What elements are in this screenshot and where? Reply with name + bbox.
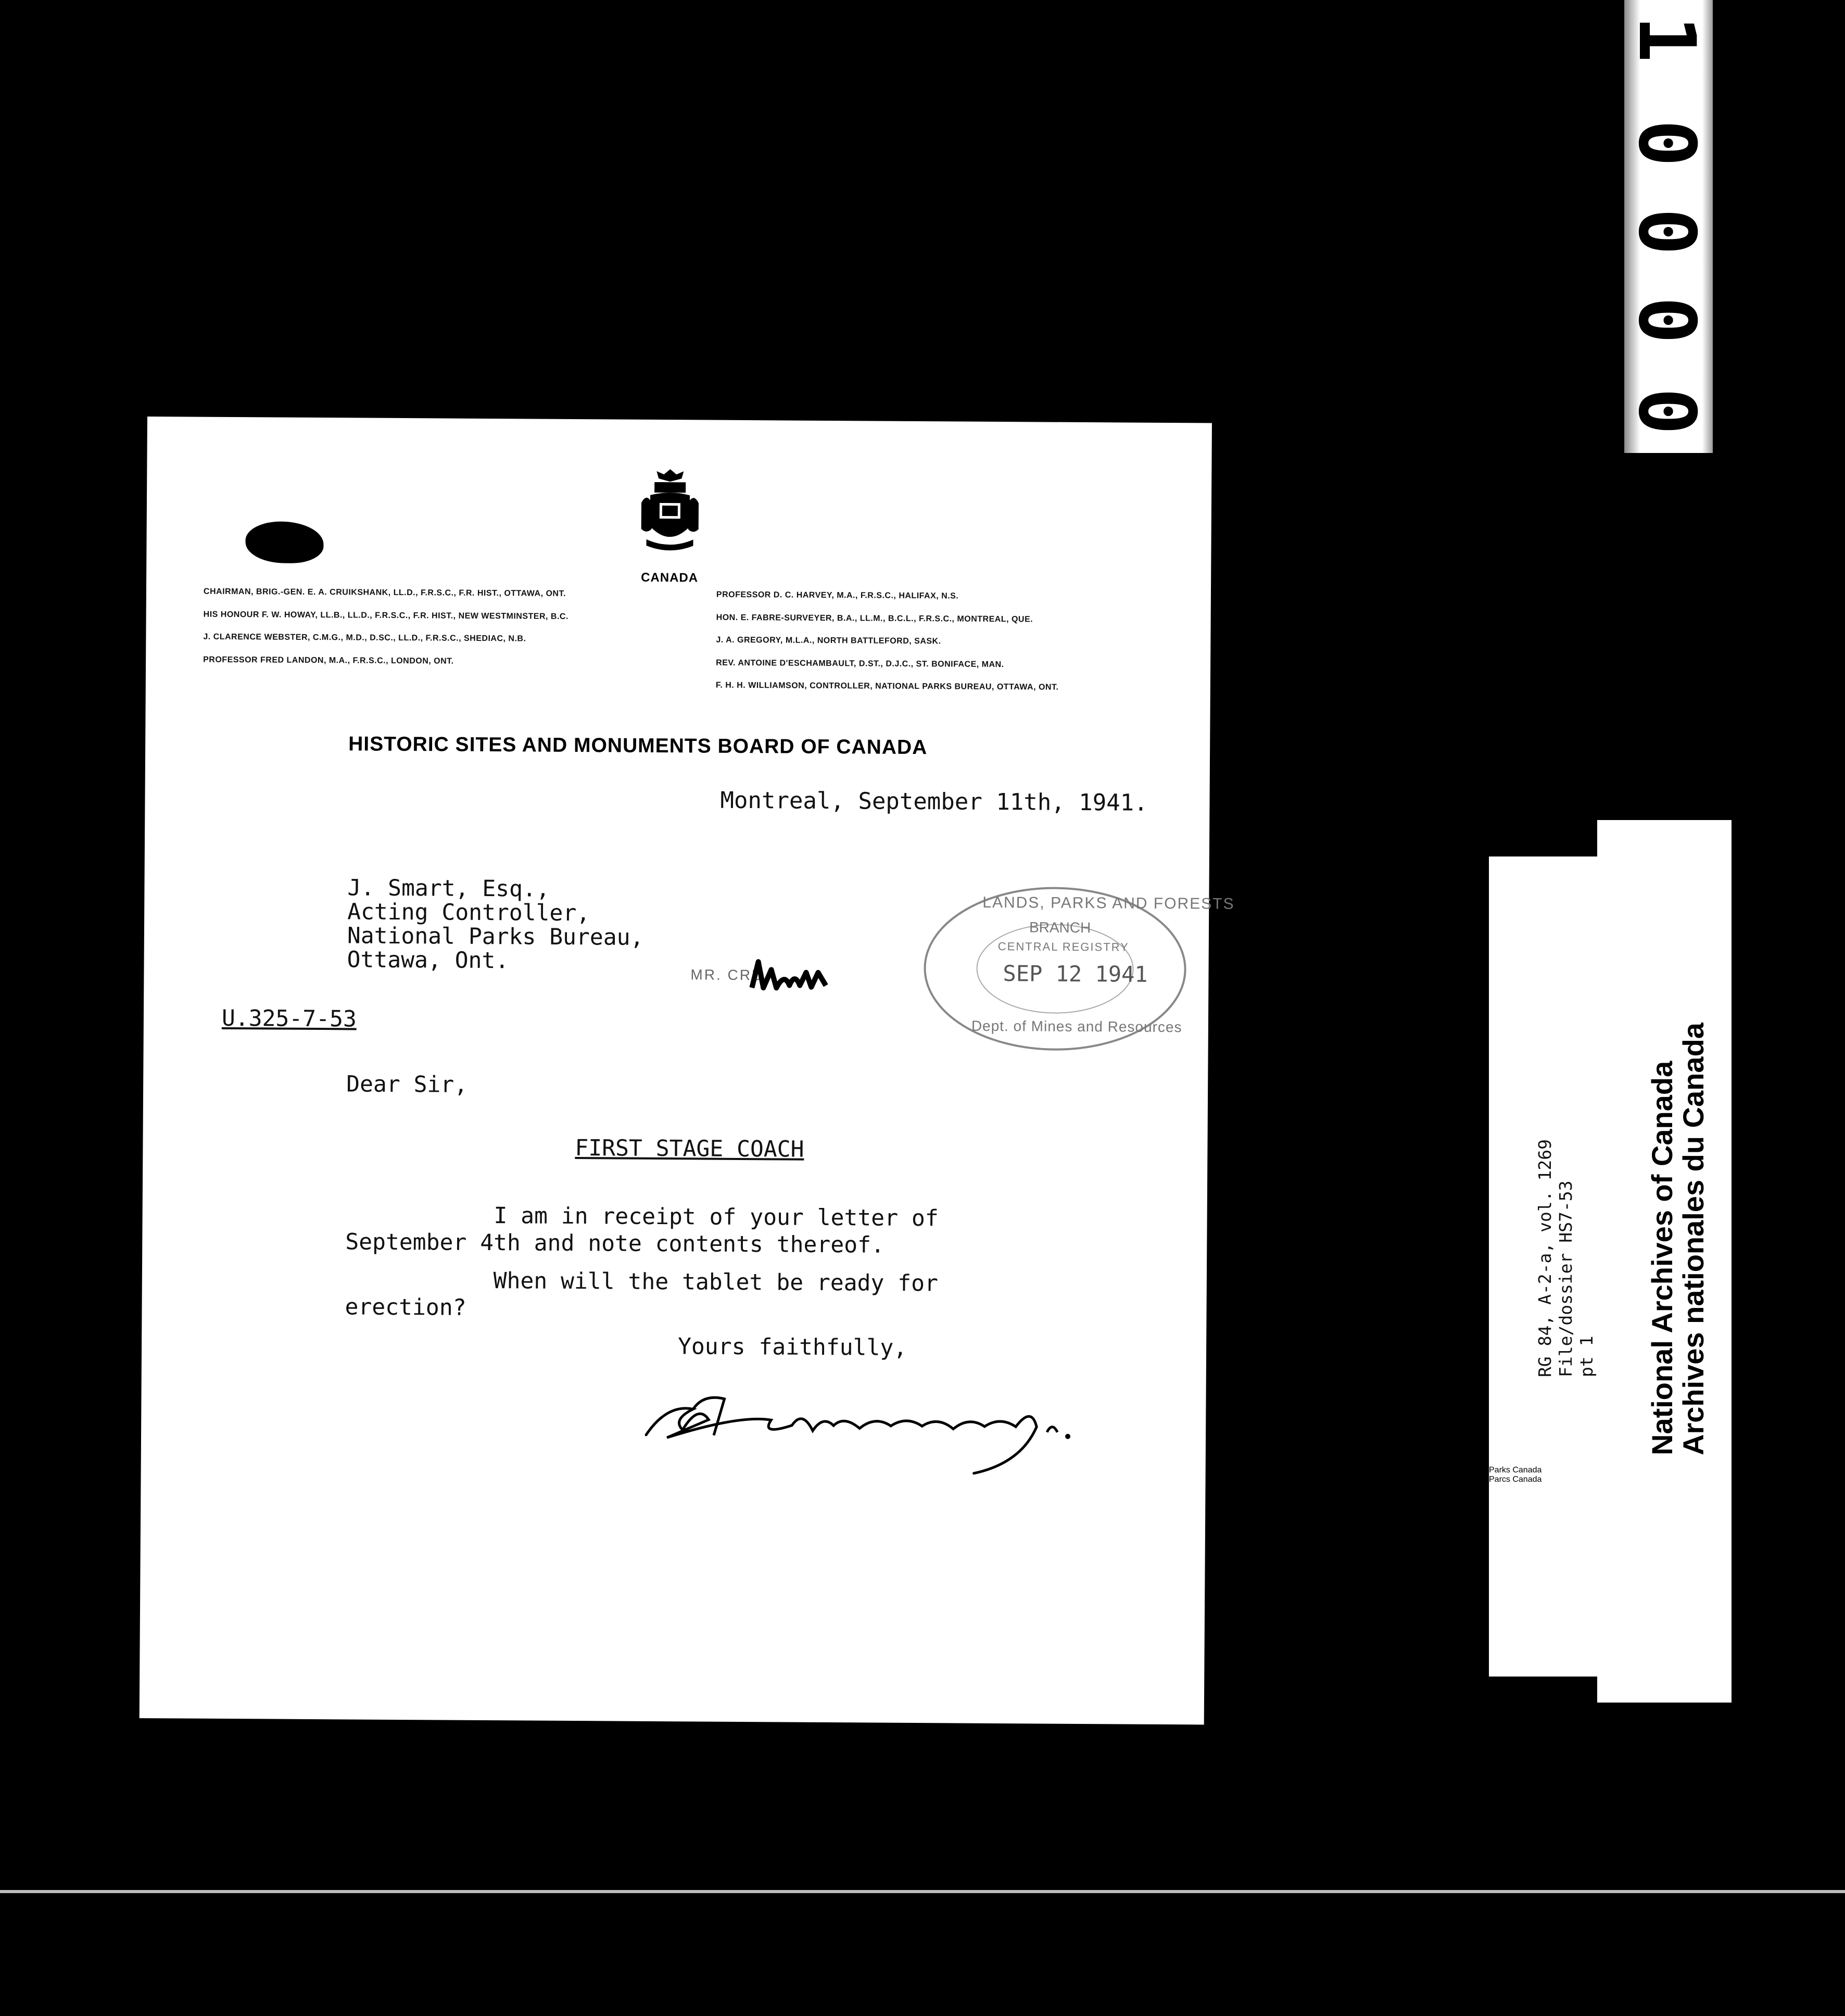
routing-note: MR. CRU bbox=[690, 966, 764, 984]
counter-digit: 1 bbox=[1621, 15, 1712, 63]
letter-page bbox=[140, 417, 1235, 1724]
initials-scrawl-icon bbox=[748, 956, 831, 999]
department-line: Parcs Canada bbox=[1489, 1475, 1542, 1484]
archive-line: Archives nationales du Canada bbox=[1677, 1023, 1710, 1455]
stamp-branch: BRANCH bbox=[1029, 919, 1091, 936]
closing: Yours faithfully, bbox=[677, 1333, 907, 1361]
board-member: F. H. H. WILLIAMSON, CONTROLLER, NATIONAL PARKS BUREAU, OTTAWA, ONT. bbox=[715, 681, 1059, 692]
body-paragraph: I am in receipt of your letter of September 4th and note contents thereof. bbox=[345, 1202, 939, 1258]
board-member: REV. ANTOINE D'ESCHAMBAULT, D.ST., D.J.C., ST. BONIFACE, MAN. bbox=[716, 658, 1004, 669]
board-title: HISTORIC SITES AND MONUMENTS BOARD OF CANADA bbox=[348, 733, 928, 759]
reference-line: RG 84, A-2-a, vol. 1269 bbox=[1535, 1139, 1555, 1377]
ink-blot bbox=[245, 521, 323, 563]
reference-label-card bbox=[1489, 856, 1606, 1677]
stamp-registry: CENTRAL REGISTRY bbox=[997, 939, 1129, 954]
department-line: Parks Canada bbox=[1489, 1466, 1542, 1475]
body-paragraph: When will the tablet be ready for erection? bbox=[345, 1267, 939, 1321]
stamp-date: SEP 12 1941 bbox=[1003, 961, 1148, 987]
crest-caption: CANADA bbox=[641, 570, 699, 585]
board-member: HIS HONOUR F. W. HOWAY, LL.B., LL.D., F.R.S.C., F.R. HIST., NEW WESTMINSTER, B.C. bbox=[203, 610, 568, 621]
board-members-left bbox=[203, 586, 651, 680]
file-reference: U.325-7-53 bbox=[221, 1005, 357, 1032]
counter-digit: 0 bbox=[1621, 296, 1712, 344]
letter-dateline: Montreal, September 11th, 1941. bbox=[720, 787, 1148, 816]
board-member: PROFESSOR FRED LANDON, M.A., F.R.S.C., LONDON, ONT. bbox=[203, 655, 454, 666]
reference-line: pt 1 bbox=[1576, 1335, 1597, 1377]
counter-digit: 0 bbox=[1621, 387, 1712, 435]
stamp-department: LANDS, PARKS AND FORESTS bbox=[982, 893, 1235, 913]
board-members-right bbox=[716, 589, 1185, 705]
board-member: J. CLARENCE WEBSTER, C.M.G., M.D., D.SC., LL.D., F.R.S.C., SHEDIAC, N.B. bbox=[203, 632, 526, 644]
salutation: Dear Sir, bbox=[346, 1071, 468, 1098]
recipient-address: J. Smart, Esq., Acting Controller, National Parks Bureau, Ottawa, Ont. bbox=[347, 875, 644, 974]
board-member: J. A. GREGORY, M.L.A., NORTH BATTLEFORD, SASK. bbox=[716, 635, 941, 646]
received-stamp bbox=[919, 882, 1235, 1055]
counter-digit: 0 bbox=[1621, 208, 1712, 256]
frame-counter-strip bbox=[1621, 0, 1713, 453]
film-edge bbox=[0, 1890, 1845, 1893]
handwritten-signature-icon bbox=[636, 1372, 1105, 1479]
royal-crest-icon bbox=[638, 467, 701, 556]
archive-line: National Archives of Canada bbox=[1646, 1061, 1678, 1455]
archive-label-card bbox=[1597, 820, 1732, 1703]
subject-line: FIRST STAGE COACH bbox=[575, 1135, 804, 1163]
counter-digit: 0 bbox=[1621, 119, 1712, 167]
board-member: HON. E. FABRE-SURVEYER, B.A., LL.M., B.C.L., F.R.S.C., MONTREAL, QUE. bbox=[716, 613, 1033, 624]
reference-line: File/dossier HS7-53 bbox=[1556, 1180, 1576, 1377]
board-member: PROFESSOR D. C. HARVEY, M.A., F.R.S.C., HALIFAX, N.S. bbox=[716, 590, 959, 601]
stamp-ministry: Dept. of Mines and Resources bbox=[971, 1017, 1182, 1036]
board-member: CHAIRMAN, BRIG.-GEN. E. A. CRUIKSHANK, LL.D., F.R.S.C., F.R. HIST., OTTAWA, ONT. bbox=[203, 587, 566, 598]
